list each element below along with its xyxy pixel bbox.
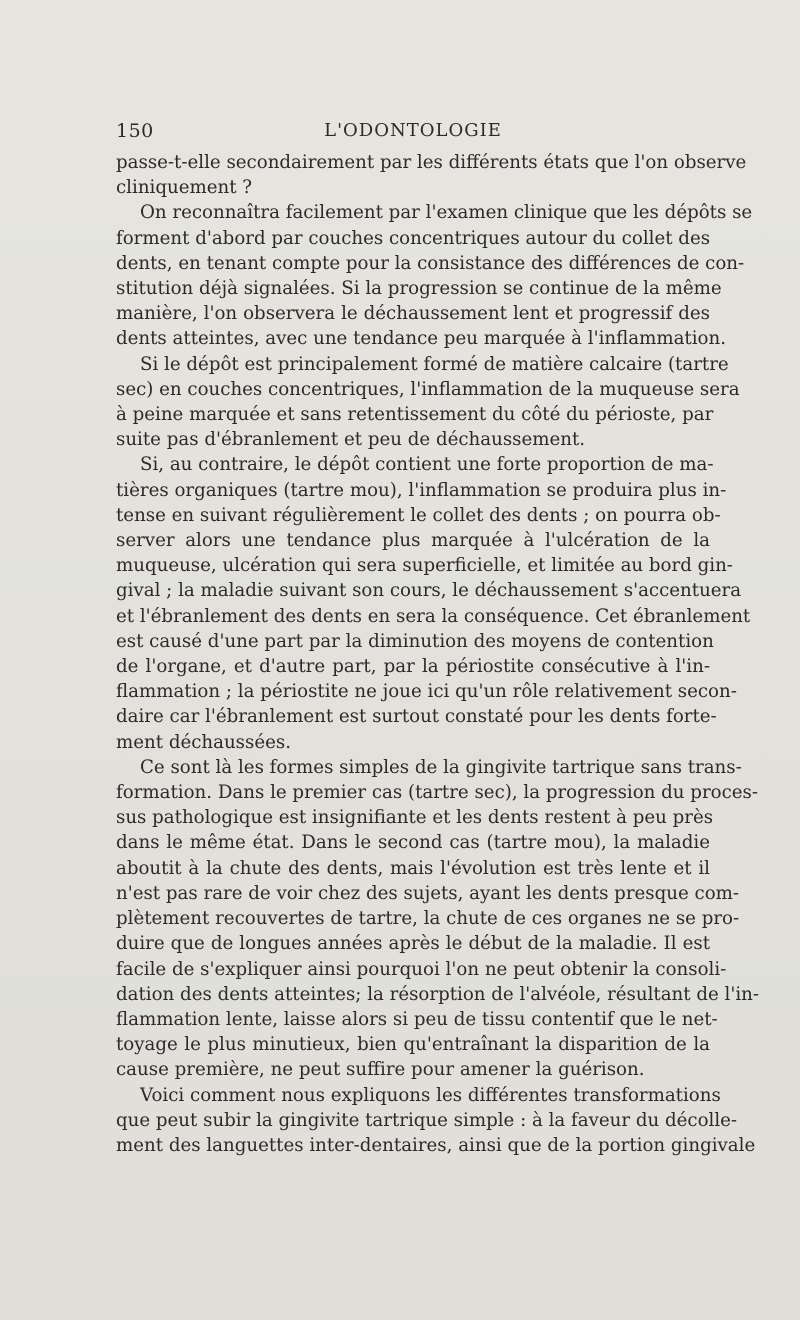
- text-line: Si le dépôt est principalement formé de matière calcaire (tartre: [140, 353, 729, 375]
- text-line: ment des languettes inter-dentaires, ainsi que de la portion gingivale: [116, 1134, 756, 1156]
- text-line: sus pathologique est insignifiante et les dents restent à peu près: [116, 807, 714, 829]
- text-line: flammation lente, laisse alors si peu de tissu contentif que le net-: [116, 1008, 718, 1030]
- text-line: flammation ; la périostite ne joue ici qu'un rôle relativement secon-: [116, 681, 737, 703]
- text-line: dents, en tenant compte pour la consistance des différences de con-: [116, 252, 745, 274]
- text-line: n'est pas rare de voir chez des sujets, ayant les dents presque com-: [116, 882, 740, 904]
- text-line: gival ; la maladie suivant son cours, le déchaussement s'accentuera: [116, 580, 742, 602]
- text-line: duire que de longues années après le début de la maladie. Il est: [116, 933, 710, 955]
- text-line: de l'organe, et d'autre part, par la périostite consécutive à l'in-: [116, 656, 710, 678]
- text-line: forment d'abord par couches concentriques autour du collet des: [116, 227, 711, 249]
- text-line: et l'ébranlement des dents en sera la conséquence. Cet ébranlement: [116, 605, 751, 627]
- text-line: formation. Dans le premier cas (tartre sec), la progression du proces-: [116, 782, 759, 804]
- text-line: dents atteintes, avec une tendance peu marquée à l'inflammation.: [116, 328, 727, 350]
- text-line: server alors une tendance plus marquée à l'ulcération de la: [116, 530, 710, 552]
- text-line: Voici comment nous expliquons les différentes transformations: [140, 1084, 721, 1106]
- text-line: muqueuse, ulcération qui sera superficielle, et limitée au bord gin-: [116, 555, 733, 577]
- paragraph: [116, 1083, 756, 1159]
- text-line: que peut subir la gingivite tartrique simple : à la faveur du décolle-: [116, 1109, 738, 1131]
- text-line: suite pas d'ébranlement et peu de déchaussement.: [116, 429, 586, 451]
- text-line: est causé d'une part par la diminution des moyens de contention: [116, 630, 714, 652]
- page-header: [116, 120, 710, 148]
- text-line: On reconnaîtra facilement par l'examen clinique que les dépôts se: [140, 202, 753, 224]
- paragraph: [116, 452, 751, 754]
- running-title: L'ODONTOLOGIE: [324, 120, 502, 141]
- text-line: ment déchaussées.: [116, 731, 291, 753]
- text-line: Si, au contraire, le dépôt contient une forte proportion de ma-: [140, 454, 714, 476]
- page-number: 150: [116, 120, 154, 142]
- paragraph: [116, 200, 753, 351]
- text-line: manière, l'on observera le déchaussement lent et progressif des: [116, 303, 710, 325]
- text-line: plètement recouvertes de tartre, la chute de ces organes ne se pro-: [116, 908, 740, 930]
- text-line: aboutit à la chute des dents, mais l'évolution est très lente et il: [116, 857, 710, 879]
- text-line: sec) en couches concentriques, l'inflammation de la muqueuse sera: [116, 378, 740, 400]
- text-line: daire car l'ébranlement est surtout constaté pour les dents forte-: [116, 706, 717, 728]
- body-text: [116, 150, 760, 1158]
- text-line: tières organiques (tartre mou), l'inflammation se produira plus in-: [116, 479, 727, 501]
- text-line: dans le même état. Dans le second cas (tartre mou), la maladie: [116, 832, 710, 854]
- text-line: cliniquement ?: [116, 177, 253, 199]
- text-line: tense en suivant régulièrement le collet des dents ; on pourra ob-: [116, 504, 721, 526]
- text-line: facile de s'expliquer ainsi pourquoi l'on ne peut obtenir la consoli-: [116, 958, 727, 980]
- text-line: passe-t-elle secondairement par les différents états que l'on observe: [116, 152, 747, 173]
- paragraph: [116, 150, 747, 200]
- text-line: à peine marquée et sans retentissement du côté du périoste, par: [116, 404, 714, 426]
- text-line: cause première, ne peut suffire pour amener la guérison.: [116, 1059, 645, 1081]
- text-line: stitution déjà signalées. Si la progression se continue de la même: [116, 278, 722, 300]
- paragraph: [116, 755, 760, 1083]
- text-line: dation des dents atteintes; la résorption de l'alvéole, résultant de l'in-: [116, 983, 760, 1005]
- text-line: Ce sont là les formes simples de la gingivite tartrique sans trans-: [140, 756, 742, 778]
- text-line: toyage le plus minutieux, bien qu'entraînant la disparition de la: [116, 1034, 710, 1056]
- paragraph: [116, 352, 740, 453]
